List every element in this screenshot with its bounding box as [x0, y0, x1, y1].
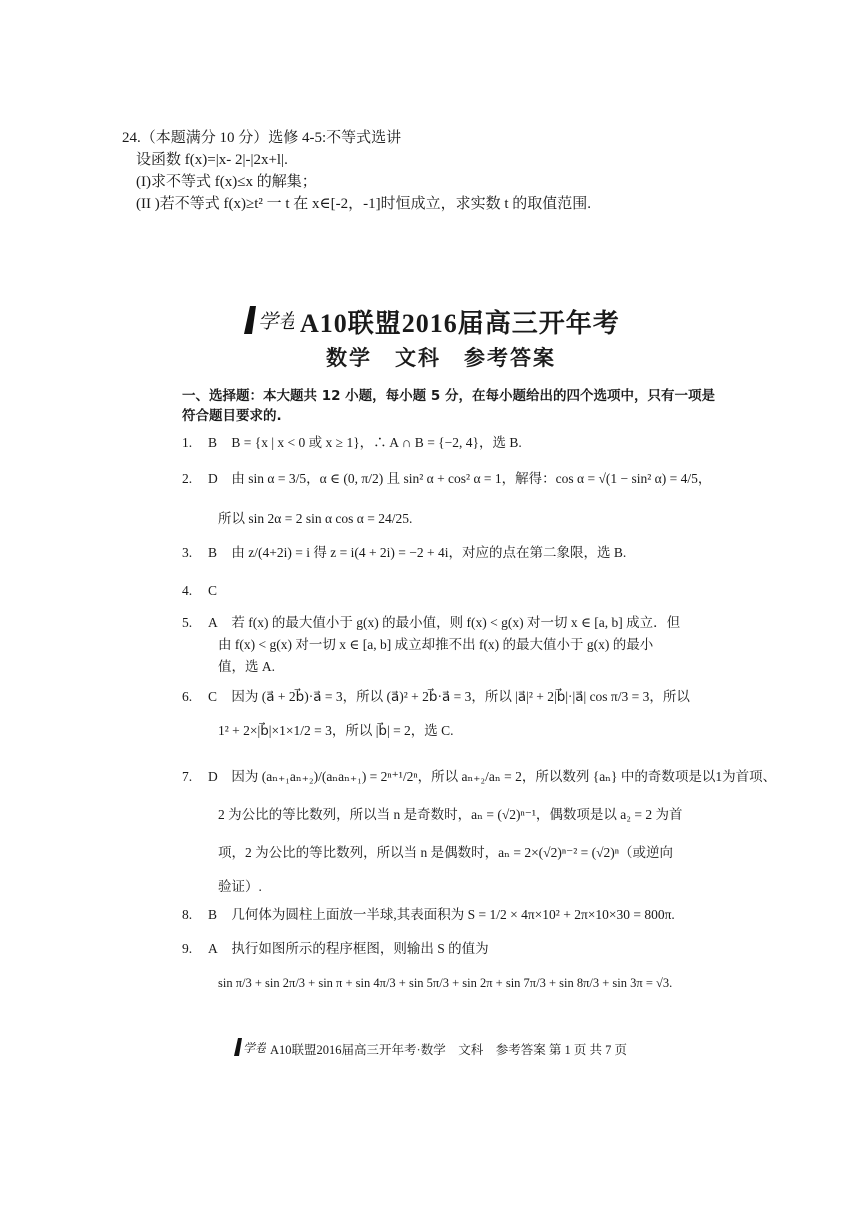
- answer-line: B = {x | x < 0 或 x ≥ 1}，∴ A ∩ B = {−2, 4}，选 B.: [231, 435, 522, 450]
- answer-line: 由 z/(4+2i) = i 得 z = i(4 + 2i) = −2 + 4i，对应的点在第二象限，选 B.: [231, 545, 627, 560]
- question-24-part2: (II )若不等式 f(x)≥t² 一 t 在 x∈[-2，-1]时恒成立，求实数 t 的取值范围.: [136, 196, 592, 212]
- footer-logo-icon: [232, 1036, 266, 1062]
- page-footer: [232, 1036, 627, 1062]
- answer-6: [182, 686, 690, 708]
- answer-number: 9.: [182, 941, 193, 956]
- answer-line: 由 sin α = 3/5，α ∈ (0, π/2) 且 sin² α + cos² α = 1，解得：cos α = √(1 − sin² α) = 4/5，: [231, 471, 712, 486]
- answer-2: [182, 468, 711, 490]
- answer-key: D: [208, 471, 218, 486]
- question-24-part1: (I)求不等式 f(x)≤x 的解集；: [136, 174, 317, 190]
- answer-number: 2.: [182, 471, 193, 486]
- answer-key: A: [208, 615, 218, 630]
- answer-number: 6.: [182, 689, 193, 704]
- answer-key: D: [208, 769, 218, 784]
- answer-key: C: [208, 689, 218, 704]
- answer-line: 若 f(x) 的最大值小于 g(x) 的最小值，则 f(x) < g(x) 对一切 x ∈ [a, b] 成立．但: [231, 615, 681, 630]
- answer-3: [182, 542, 626, 564]
- svg-text:学卷: 学卷: [243, 1041, 266, 1055]
- answer-5-line2: 由 f(x) < g(x) 对一切 x ∈ [a, b] 成立却推不出 f(x) 的最大值小于 g(x) 的最小: [218, 637, 654, 652]
- answer-7-line3: 项，2 为公比的等比数列，所以当 n 是偶数时，aₙ = 2×(√2)ⁿ⁻² = (√2)ⁿ（或逆向: [218, 845, 674, 860]
- answer-key: C: [208, 583, 218, 598]
- answer-line: 执行如图所示的程序框图，则输出 S 的值为: [231, 941, 489, 956]
- answer-line: 因为 (aₙ₊₁aₙ₊₂)/(aₙaₙ₊₁) = 2ⁿ⁺¹/2ⁿ，所以 aₙ₊₂/aₙ = 2，所以数列 {aₙ} 中的奇数项是以1为首项、: [231, 769, 777, 784]
- answer-2-line2: 所以 sin 2α = 2 sin α cos α = 24/25.: [218, 511, 413, 526]
- page-subtitle: 数学 文科 参考答案: [326, 346, 556, 370]
- answer-7-line4: 验证）.: [218, 879, 262, 894]
- answer-6-line2: 1² + 2×|b⃗|×1×1/2 = 3，所以 |b⃗| = 2，选 C.: [218, 723, 454, 738]
- answer-line: 因为 (a⃗ + 2b⃗)·a⃗ = 3，所以 (a⃗)² + 2b⃗·a⃗ = 3，所以 |a⃗|² + 2|b⃗|·|a⃗| cos π/3 = 3，所以: [231, 689, 690, 704]
- answer-number: 7.: [182, 769, 193, 784]
- answer-5-line3: 值，选 A.: [218, 659, 275, 674]
- answer-1: [182, 432, 522, 454]
- answer-number: 3.: [182, 545, 193, 560]
- answer-key: B: [208, 907, 218, 922]
- answer-4: [182, 580, 228, 602]
- section-heading-line1: 一、选择题：本大题共 12 小题，每小题 5 分，在每小题给出的四个选项中，只有一项是: [182, 388, 715, 404]
- question-24-function: 设函数 f(x)=|x- 2|-|2x+l|.: [136, 152, 288, 168]
- answer-8: [182, 904, 675, 926]
- footer-text: A10联盟2016届高三开年考·数学 文科 参考答案 第 1 页 共 7 页: [270, 1043, 627, 1057]
- answer-line: 几何体为圆柱上面放一半球,其表面积为 S = 1/2 × 4π×10² + 2π×10×30 = 800π.: [231, 907, 675, 922]
- answer-9-line2: sin π/3 + sin 2π/3 + sin π + sin 4π/3 + sin 5π/3 + sin 2π + sin 7π/3 + sin 8π/3 + sin 3π = √3.: [218, 976, 673, 990]
- svg-text:学卷: 学卷: [258, 309, 294, 333]
- answer-7: [182, 766, 776, 788]
- question-24-heading: 24.（本题满分 10 分）选修 4-5:不等式选讲: [122, 130, 402, 146]
- answer-number: 4.: [182, 583, 193, 598]
- answer-key: B: [208, 545, 218, 560]
- answer-number: 5.: [182, 615, 193, 630]
- answer-7-line2: 2 为公比的等比数列，所以当 n 是奇数时，aₙ = (√2)ⁿ⁻¹，偶数项是以 a₂ = 2 为首: [218, 807, 683, 822]
- page-title: A10联盟2016届高三开年考: [300, 309, 620, 338]
- answer-9: [182, 938, 489, 960]
- brand-logo-icon: [240, 302, 294, 341]
- answer-key: B: [208, 435, 218, 450]
- answer-number: 1.: [182, 435, 193, 450]
- answer-key: A: [208, 941, 218, 956]
- answer-number: 8.: [182, 907, 193, 922]
- answer-sheet-title: [240, 302, 620, 341]
- section-heading-line2: 符合题目要求的.: [182, 408, 282, 424]
- answer-5: [182, 612, 680, 634]
